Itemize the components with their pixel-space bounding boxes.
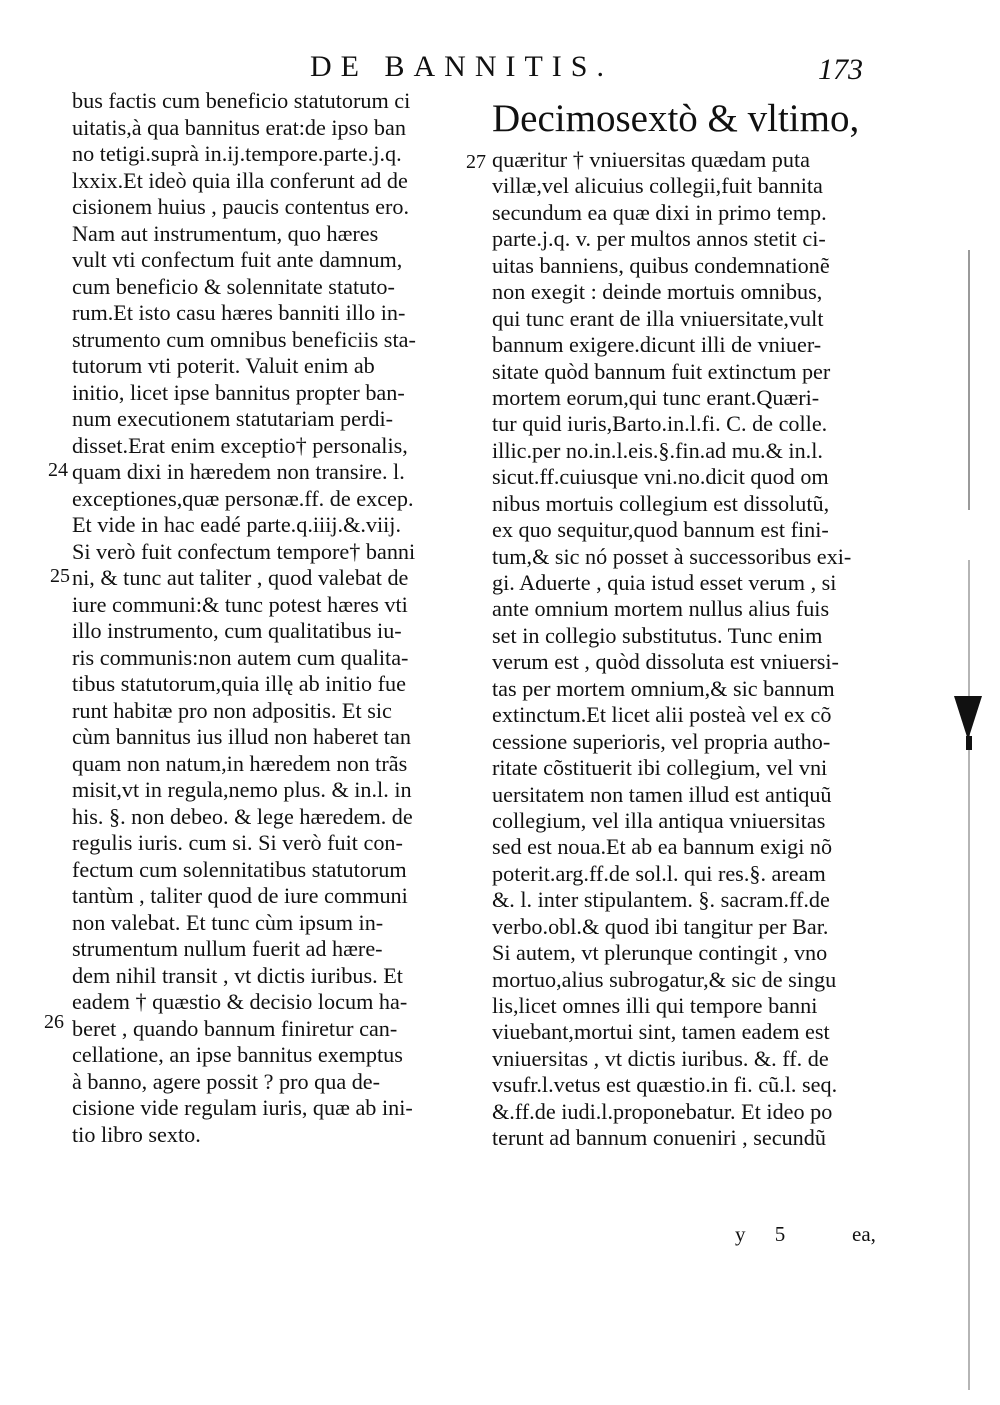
text-line: eadem † quæstio & decisio locum ha- [72,989,408,1014]
text-line: bus factis cum beneficio statutorum ci [72,88,411,113]
text-line: cellatione, an ipse bannitus exemptus [72,1042,403,1067]
text-line: dem nihil transit , vt dictis iuribus. Et [72,962,403,988]
text-line: ris communis:non autem cum qualita- [72,644,409,670]
page-edge-rule [968,560,970,1390]
text-line: his. §. non debeo. & lege hæredem. de [72,803,413,829]
text-line: vult vti confectum fuit ante damnum, [72,247,403,272]
text-line: à banno, agere possit ? pro qua de- [72,1068,381,1094]
text-line: disset.Erat enim exceptio† personalis, [72,432,408,458]
text-line: gi. Aduerte , quia istud esset verum , si [492,570,837,595]
text-line: cùm bannitus ius illud non haberet tan [72,724,411,749]
text-line: iure communi:& tunc potest hæres vti [72,591,408,617]
text-line: runt habitæ pro non adpositis. Et sic [72,697,392,723]
text-line: sicut.ff.cuiusque vni.no.dicit quod om [492,464,829,490]
text-line: parte.j.q. v. per multos annos stetit ci- [492,226,826,252]
text-line: verbo.obl.& quod ibi tangitur per Bar. [492,913,829,939]
text-line: tas per mortem omnium,& sic bannum [492,675,835,701]
text-line: strumentum nullum fuerit ad hære- [72,936,383,961]
catchword: ea, [852,1222,876,1246]
marginal-number-24: 24 [48,459,68,481]
text-line: villæ,vel alicuius collegii,fuit bannita [492,173,823,199]
text-line: non exegit : deinde mortuis omnibus, [492,279,823,305]
section-heading: Decimosextò & vltimo, [492,97,860,140]
text-line: rum.Et isto casu hæres banniti illo in- [72,300,406,325]
marginal-number-26: 26 [44,1011,64,1033]
text-line: ni, & tunc aut taliter , quod valebat de [72,565,409,590]
text-line: vsufr.l.vetus est quæstio.in fi. cũ.l. seq. [492,1072,838,1098]
text-line: vniuersitas , vt dictis iuribus. &. ff. de [492,1045,829,1071]
text-line: poterit.arg.ff.de sol.l. qui res.§. aream [492,860,826,886]
text-line: nibus mortuis collegium est dissolutũ, [492,490,830,516]
text-line: num executionem statutariam perdi- [72,406,393,431]
text-line: collegium, vel illa antiqua vniuersitas [492,807,826,833]
text-line: Et vide in hac eadé parte.q.iiij.&.viij. [72,512,402,537]
text-line: sitate quòd bannum fuit extinctum per [492,358,831,384]
text-line: lxxix.Et ideò quia illa conferunt ad de [72,167,408,193]
text-line: extinctum.Et licet alii posteà vel ex cõ [492,702,832,728]
text-line: verum est , quòd dissoluta est vniuersi- [492,649,839,675]
text-line: regulis iuris. cum si. Si verò fuit con- [72,830,403,855]
text-line: quam non natum,in hæredem non trãs [72,750,408,776]
text-line: uersitatem non tamen illud est antiquũ [492,781,832,807]
text-line: tutorum vti poterit. Valuit enim ab [72,353,375,378]
page-edge-rule [968,250,970,510]
right-column [492,95,894,1152]
text-line: fectum cum solennitatibus statutorum [72,856,407,882]
page-edge-mark [966,736,972,750]
text-line: Si verò fuit confectum tempore† banni [72,538,416,564]
text-line: ritate cõstituerit ibi collegium, vel vni [492,755,828,781]
text-line: illic.per no.in.l.eis.§.fin.ad mu.& in.l. [492,437,823,463]
text-line: exceptiones,quæ personæ.ff. de excep. [72,485,414,511]
text-line: qui tunc erant de illa vniuersitate,vult [492,305,824,331]
text-line: secundum ea quæ dixi in primo temp. [492,199,827,225]
marginal-number-25: 25 [50,565,70,587]
text-line: viuebant,mortui sint, tamen eadem est [492,1019,830,1045]
text-line: tio libro sexto. [72,1121,201,1147]
marginal-number-27: 27 [466,151,486,173]
text-line: bannum exigere.dicunt illi de vniuer- [492,332,822,358]
text-line: tibus statutorum,quia illę ab initio fue [72,671,406,696]
text-line: cisionem huius , paucis contentus ero. [72,194,410,219]
text-line: &.ff.de iudi.l.proponebatur. Et ideo po [492,1098,833,1124]
signature-mark: y 5 [735,1222,786,1246]
text-line: misit,vt in regula,nemo plus. & in.l. in [72,777,412,802]
text-line: cisione vide regulam iuris, quæ ab ini- [72,1095,413,1120]
text-line: mortem eorum,qui tunc erant.Quæri- [492,384,820,410]
text-line: lis,licet omnes illi qui tempore banni [492,993,818,1018]
left-column [72,88,464,1148]
page-edge-mark [954,696,982,740]
text-line: strumento cum omnibus beneficiis sta- [72,326,416,352]
page-number: 173 [818,53,863,86]
right-column-body [492,147,894,1152]
text-line: non valebat. Et tunc cùm ipsum in- [72,909,384,935]
text-line: &. l. inter stipulantem. §. sacram.ff.de [492,887,830,913]
text-line: initio, licet ipse bannitus propter ban- [72,379,405,405]
text-line: set in collegio substitutus. Tunc enim [492,622,823,648]
text-line: quæritur † vniuersitas quædam puta [492,147,810,172]
text-line: beret , quando bannum finiretur can- [72,1015,398,1041]
text-line: Si autem, vt plerunque contingit , vno [492,940,828,966]
text-line: Nam aut instrumentum, quo hæres [72,220,379,246]
text-line: ex quo sequitur,quod bannum est fini- [492,517,829,543]
text-line: sed est noua.Et ab ea bannum exigi nõ [492,834,833,860]
text-line: cum beneficio & solennitate statuto- [72,273,395,299]
text-line: mortuo,alius subrogatur,& sic de singu [492,966,837,992]
text-line: terunt ad bannum conueniri , secundũ [492,1125,826,1151]
text-line: tur quid iuris,Barto.in.l.fi. C. de colle. [492,411,828,437]
text-line: tantùm , taliter quod de iure communi [72,883,408,908]
text-line: quam dixi in hæredem non transire. l. [72,459,405,484]
text-line: no tetigi.suprà in.ij.tempore.parte.j.q. [72,141,402,166]
text-line: uitas banniens, quibus condemnationẽ [492,252,830,278]
text-line: tum,& sic nó posset à successoribus exi- [492,543,852,569]
text-line: cessione superioris, vel propria autho- [492,728,831,754]
text-line: illo instrumento, cum qualitatibus iu- [72,618,402,643]
running-head: DE BANNITIS. [310,50,613,83]
text-line: ante omnium mortem nullus alius fuis [492,596,830,622]
text-line: uitatis,à qua bannitus erat:de ipso ban [72,114,406,140]
